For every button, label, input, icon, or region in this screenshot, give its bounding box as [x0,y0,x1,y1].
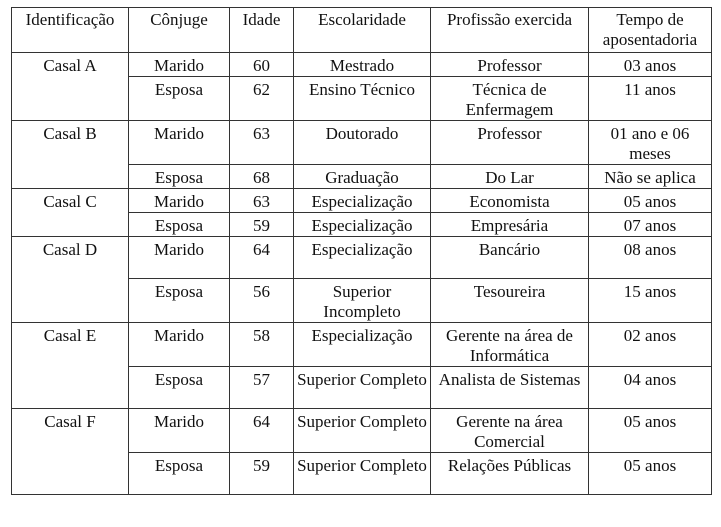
age-cell: 68 [230,165,294,189]
profession-cell: Do Lar [431,165,589,189]
spouse-cell: Esposa [129,279,230,323]
schooling-cell: Graduação [294,165,431,189]
profession-cell: Analista de Sistemas [431,367,589,409]
age-cell: 64 [230,237,294,279]
retirement-cell: 15 anos [589,279,712,323]
age-cell: 59 [230,453,294,495]
age-cell: 64 [230,409,294,453]
schooling-cell: Especialização [294,213,431,237]
age-cell: 63 [230,121,294,165]
profession-cell: Técnica de Enfermagem [431,77,589,121]
profession-cell: Bancário [431,237,589,279]
table-row [12,409,712,453]
retirement-cell: 05 anos [589,189,712,213]
couple-id: Casal E [12,323,129,409]
schooling-cell: Superior Completo [294,409,431,453]
schooling-cell: Especialização [294,189,431,213]
spouse-cell: Marido [129,121,230,165]
schooling-cell: Especialização [294,323,431,367]
schooling-cell: Ensino Técnico [294,77,431,121]
table-row [12,323,712,367]
header-conjuge: Cônjuge [129,8,230,53]
schooling-cell: Especialização [294,237,431,279]
retirement-cell: Não se aplica [589,165,712,189]
header-row [12,8,712,53]
spouse-cell: Esposa [129,453,230,495]
profession-cell: Relações Públicas [431,453,589,495]
profession-cell: Professor [431,53,589,77]
age-cell: 63 [230,189,294,213]
age-cell: 56 [230,279,294,323]
couple-id: Casal B [12,121,129,189]
table-row [12,53,712,77]
schooling-cell: Doutorado [294,121,431,165]
table-row [12,237,712,279]
couple-id: Casal D [12,237,129,323]
retirement-cell: 02 anos [589,323,712,367]
age-cell: 59 [230,213,294,237]
spouse-cell: Esposa [129,213,230,237]
couple-id: Casal C [12,189,129,237]
profession-cell: Tesoureira [431,279,589,323]
spouse-cell: Esposa [129,77,230,121]
retirement-cell: 01 ano e 06 meses [589,121,712,165]
couple-id: Casal A [12,53,129,121]
header-identificacao: Identificação [12,8,129,53]
header-escolaridade: Escolaridade [294,8,431,53]
age-cell: 57 [230,367,294,409]
profession-cell: Professor [431,121,589,165]
schooling-cell: Superior Incompleto [294,279,431,323]
retirement-cell: 05 anos [589,409,712,453]
retirement-cell: 03 anos [589,53,712,77]
spouse-cell: Esposa [129,367,230,409]
retirement-cell: 11 anos [589,77,712,121]
retirement-cell: 07 anos [589,213,712,237]
retirement-cell: 04 anos [589,367,712,409]
schooling-cell: Superior Completo [294,367,431,409]
profession-cell: Gerente na área de Informática [431,323,589,367]
spouse-cell: Marido [129,409,230,453]
retirement-cell: 05 anos [589,453,712,495]
spouse-cell: Marido [129,189,230,213]
spouse-cell: Esposa [129,165,230,189]
profession-cell: Gerente na área Comercial [431,409,589,453]
couples-table [11,7,712,495]
table-row [12,121,712,165]
age-cell: 58 [230,323,294,367]
age-cell: 60 [230,53,294,77]
header-idade: Idade [230,8,294,53]
profession-cell: Empresária [431,213,589,237]
spouse-cell: Marido [129,237,230,279]
header-tempo-aposentadoria: Tempo de aposentadoria [589,8,712,53]
age-cell: 62 [230,77,294,121]
retirement-cell: 08 anos [589,237,712,279]
schooling-cell: Superior Completo [294,453,431,495]
spouse-cell: Marido [129,323,230,367]
table-row [12,189,712,213]
spouse-cell: Marido [129,53,230,77]
couple-id: Casal F [12,409,129,495]
schooling-cell: Mestrado [294,53,431,77]
profession-cell: Economista [431,189,589,213]
header-profissao: Profissão exercida [431,8,589,53]
